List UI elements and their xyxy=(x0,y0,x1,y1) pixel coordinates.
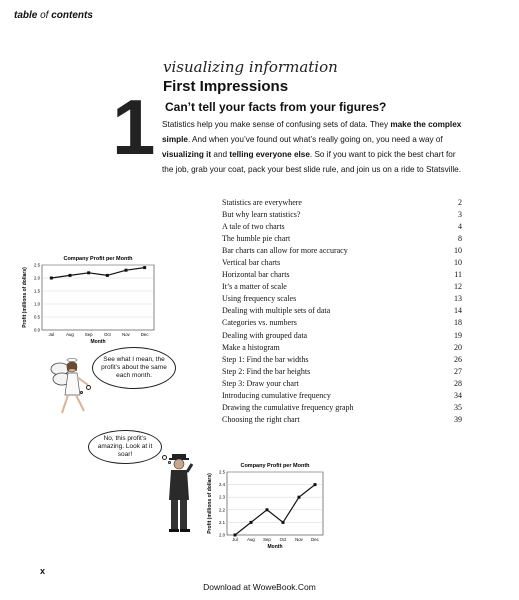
toc-entry[interactable] xyxy=(222,281,462,293)
x-tick-label: Sep xyxy=(263,537,271,542)
x-tick-label: Oct xyxy=(279,537,287,542)
x-tick-label: Dec xyxy=(311,537,319,542)
toc-entry-title: A tale of two charts xyxy=(222,222,285,232)
toc-entry[interactable] xyxy=(222,305,462,317)
x-axis-label: Month xyxy=(267,544,283,550)
toc-list xyxy=(222,197,462,426)
y-tick-label: 2.2 xyxy=(219,507,225,513)
y-tick-label: 2.0 xyxy=(219,532,225,538)
toc-entry-page: 34 xyxy=(454,390,462,400)
running-header: table of contents xyxy=(14,10,93,21)
toc-entry[interactable] xyxy=(222,317,462,329)
toc-entry-page: 11 xyxy=(454,270,462,280)
chart-title: Company Profit per Month xyxy=(63,256,133,262)
angel-speech-bubble: See what I mean, the profit’s about the same each month. xyxy=(92,347,176,389)
data-point xyxy=(266,508,269,511)
toc-entry-page: 13 xyxy=(454,294,462,304)
toc-entry-page: 18 xyxy=(454,318,462,328)
toc-entry-page: 14 xyxy=(454,306,462,316)
data-point xyxy=(314,483,317,486)
data-point xyxy=(143,266,146,269)
toc-entry-title: But why learn statistics? xyxy=(222,210,301,220)
x-tick-label: Aug xyxy=(247,537,255,542)
chapter-title: First Impressions xyxy=(163,78,289,95)
intro-segment: . And when you’ve found out what’s really going on, you need a way of xyxy=(187,135,443,144)
y-tick-label: 1.0 xyxy=(34,301,40,307)
y-axis-label: Profit (millions of dollars) xyxy=(22,267,28,328)
toc-entry[interactable] xyxy=(222,390,462,402)
toc-entry-title: It’s a matter of scale xyxy=(222,282,287,292)
toc-entry-page: 10 xyxy=(454,246,462,256)
y-tick-label: 2.5 xyxy=(219,469,225,475)
toc-entry-page: 35 xyxy=(454,402,462,412)
chart-title: Company Profit per Month xyxy=(240,463,310,469)
thought-dot xyxy=(80,391,83,394)
y-tick-label: 2.4 xyxy=(219,482,225,488)
toc-entry-title: Vertical bar charts xyxy=(222,258,281,268)
toc-entry[interactable] xyxy=(222,414,462,426)
chart-flat-profit xyxy=(20,255,160,350)
chart-soaring-profit xyxy=(203,460,328,555)
x-tick-label: Dec xyxy=(140,332,149,337)
toc-entry-title: Choosing the right chart xyxy=(222,414,300,424)
data-point xyxy=(106,274,109,277)
toc-entry-page: 3 xyxy=(458,210,462,220)
x-axis-label: Month xyxy=(90,339,106,345)
toc-entry[interactable] xyxy=(222,293,462,305)
toc-entry-title: Step 1: Find the bar widths xyxy=(222,354,309,364)
toc-entry[interactable] xyxy=(222,233,462,245)
toc-entry-page: 20 xyxy=(454,342,462,352)
toc-entry-title: Make a histogram xyxy=(222,342,280,352)
intro-segment: Statistics help you make sense of confusing sets of data. They xyxy=(162,120,391,129)
toc-entry-title: Categories vs. numbers xyxy=(222,318,297,328)
man-speech-bubble: No, this profit’s amazing. Look at it soar! xyxy=(88,430,162,464)
toc-entry[interactable] xyxy=(222,330,462,342)
y-tick-label: 0.5 xyxy=(34,314,40,320)
toc-entry-title: The humble pie chart xyxy=(222,234,291,244)
toc-entry-page: 28 xyxy=(454,378,462,388)
toc-entry[interactable] xyxy=(222,269,462,281)
download-notice: Download at WoweBook.Com xyxy=(203,582,316,592)
series-line xyxy=(51,268,144,278)
toc-entry[interactable] xyxy=(222,197,462,209)
toc-entry[interactable] xyxy=(222,221,462,233)
y-tick-label: 2.5 xyxy=(34,262,40,268)
toc-entry[interactable] xyxy=(222,209,462,221)
plot-frame xyxy=(227,472,323,535)
x-tick-label: Jul xyxy=(232,537,238,542)
toc-entry-title: Horizontal bar charts xyxy=(222,270,290,280)
toc-entry[interactable] xyxy=(222,342,462,354)
data-point xyxy=(125,269,128,272)
toc-entry-page: 10 xyxy=(454,258,462,268)
chapter-number: 1 xyxy=(112,83,156,171)
chapter-intro xyxy=(162,117,462,177)
chapter-subtitle: Can’t tell your facts from your figures? xyxy=(165,100,387,114)
intro-segment: make the complex simple xyxy=(162,120,462,144)
intro-segment: visualizing it xyxy=(162,150,212,159)
x-tick-label: Oct xyxy=(103,332,111,337)
x-tick-label: Nov xyxy=(122,332,130,337)
x-tick-label: Sep xyxy=(84,332,93,337)
y-tick-label: 2.1 xyxy=(219,519,225,525)
toc-entry-page: 8 xyxy=(458,234,462,244)
x-tick-label: Jul xyxy=(48,332,55,337)
data-point xyxy=(298,496,301,499)
toc-entry-title: Dealing with multiple sets of data xyxy=(222,306,331,316)
toc-entry-title: Drawing the cumulative frequency graph xyxy=(222,402,354,412)
data-point xyxy=(234,534,237,537)
toc-entry-page: 2 xyxy=(458,198,462,207)
toc-entry-title: Using frequency scales xyxy=(222,294,297,304)
data-point xyxy=(50,277,53,280)
intro-segment: and xyxy=(211,150,230,159)
data-point xyxy=(250,521,253,524)
toc-entry[interactable] xyxy=(222,245,462,257)
toc-entry-title: Dealing with grouped data xyxy=(222,330,308,340)
toc-entry[interactable] xyxy=(222,366,462,378)
toc-entry[interactable] xyxy=(222,354,462,366)
y-tick-label: 2.0 xyxy=(34,275,40,281)
toc-entry-page: 39 xyxy=(454,414,462,424)
section-title: visualizing information xyxy=(163,58,338,76)
man-figure xyxy=(162,452,196,534)
toc-entry-title: Introducing cumulative frequency xyxy=(222,390,331,400)
thought-dot xyxy=(86,385,91,390)
x-tick-label: Aug xyxy=(66,332,74,337)
intro-segment: . So if you want to pick the best chart for the job, grab your coat, pack your best slide rule, and join us on a ride to Statsville. xyxy=(162,150,462,174)
toc-entry-page: 27 xyxy=(454,366,462,376)
data-point xyxy=(282,521,285,524)
data-point xyxy=(69,274,72,277)
y-tick-label: 0.0 xyxy=(34,327,40,333)
toc-entry[interactable] xyxy=(222,402,462,414)
toc-entry-title: Step 3: Draw your chart xyxy=(222,378,299,388)
toc-entry-title: Statistics are everywhere xyxy=(222,198,302,207)
data-point xyxy=(87,271,90,274)
intro-segment: telling everyone else xyxy=(229,150,310,159)
y-tick-label: 1.5 xyxy=(34,288,40,294)
toc-entry-page: 12 xyxy=(454,282,462,292)
toc-entry-title: Step 2: Find the bar heights xyxy=(222,366,311,376)
toc-entry[interactable] xyxy=(222,257,462,269)
y-axis-label: Profit (millions of dollars) xyxy=(207,473,213,534)
x-tick-label: Nov xyxy=(295,537,303,542)
plot-frame xyxy=(42,265,154,330)
toc-entry-page: 19 xyxy=(454,330,462,340)
y-tick-label: 2.3 xyxy=(219,494,225,500)
toc-entry-title: Bar charts can allow for more accuracy xyxy=(222,246,348,256)
toc-entry-page: 26 xyxy=(454,354,462,364)
toc-entry[interactable] xyxy=(222,378,462,390)
page-number: x xyxy=(40,566,46,576)
toc-entry-page: 4 xyxy=(458,222,462,232)
